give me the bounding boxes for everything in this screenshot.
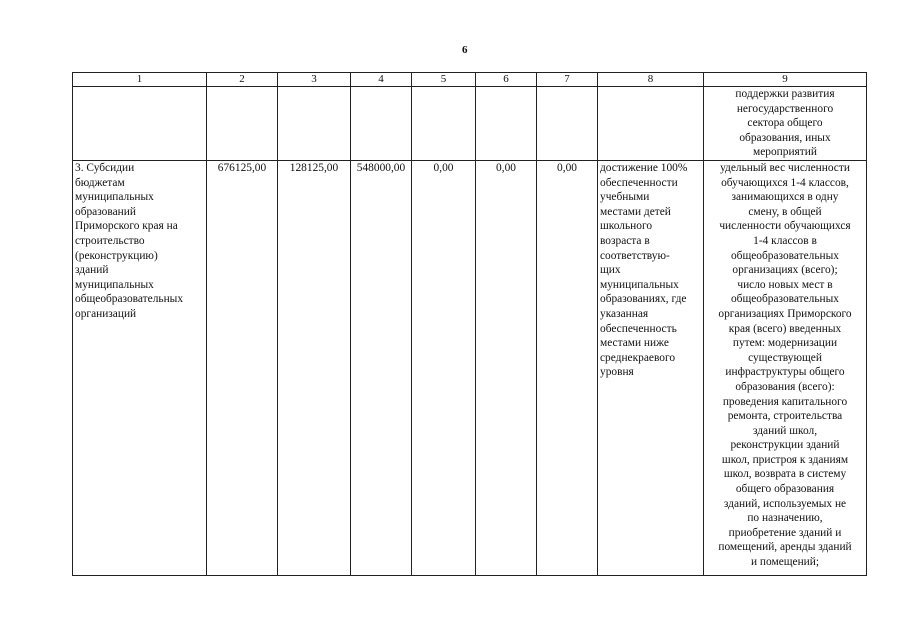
continuation-cell-8: [598, 87, 704, 161]
budget-table: [72, 72, 867, 576]
column-header-6: 6: [476, 73, 537, 87]
column-header-9: 9: [704, 73, 867, 87]
amount-col3-cell: 128125,00: [278, 161, 351, 576]
column-header-8: 8: [598, 73, 704, 87]
amount-col5-cell: 0,00: [412, 161, 476, 576]
continuation-row: [73, 87, 867, 161]
total-amount-cell: 676125,00: [207, 161, 278, 576]
continuation-cell-7: [537, 87, 598, 161]
expected-result-cell: достижение 100% обеспеченности учебными местами детей школьного возраста в соответствую- щих муниципальных образованиях, где указанная обеспеченность местами ниже среднекраевого уровня: [598, 161, 704, 576]
continuation-cell-5: [412, 87, 476, 161]
activity-name-cell: 3. Субсидии бюджетам муниципальных образований Приморского края на строительство (реконструкцию) зданий муниципальных общеобразовательных организаций: [73, 161, 207, 576]
continuation-cell-2: [207, 87, 278, 161]
column-header-2: 2: [207, 73, 278, 87]
continuation-cell-1: [73, 87, 207, 161]
continuation-indicators-cell: поддержки развития негосударственного сектора общего образования, иных мероприятий: [704, 87, 867, 161]
column-header-4: 4: [351, 73, 412, 87]
page-number: 6: [462, 44, 468, 56]
continuation-cell-6: [476, 87, 537, 161]
column-header-5: 5: [412, 73, 476, 87]
continuation-cell-4: [351, 87, 412, 161]
continuation-cell-3: [278, 87, 351, 161]
column-header-1: 1: [73, 73, 207, 87]
indicators-cell: удельный вес численности обучающихся 1-4 классов, занимающихся в одну смену, в общей численности обучающихся 1-4 классов в общеобразовательных организациях (всего); число новых мест в общеобразовательных организациях Приморского края (всего) введенных путем: модернизации существующей инфраструктуры общего образования (всего): проведения капитального ремонта, строительства зданий школ, реконструкции зданий школ, пристроя к зданиям школ, возврата в систему общего образования зданий, используемых не по назначению, приобретение зданий и помещений, аренды зданий и помещений;: [704, 161, 867, 576]
column-header-3: 3: [278, 73, 351, 87]
amount-col4-cell: 548000,00: [351, 161, 412, 576]
table-row: [73, 161, 867, 576]
amount-col7-cell: 0,00: [537, 161, 598, 576]
column-header-7: 7: [537, 73, 598, 87]
column-number-header-row: [73, 73, 867, 87]
amount-col6-cell: 0,00: [476, 161, 537, 576]
